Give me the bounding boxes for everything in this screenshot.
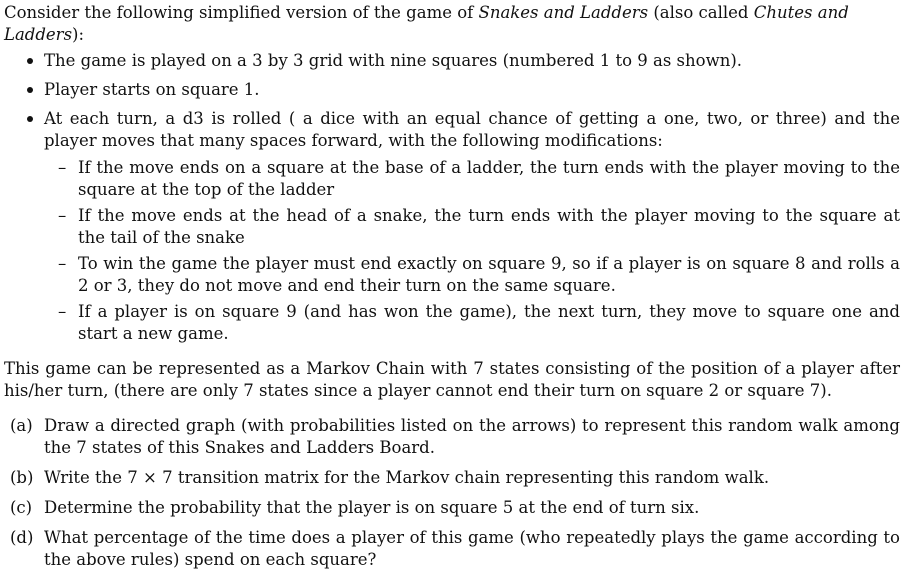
rules-list <box>4 50 900 345</box>
dash-marker: – <box>58 302 67 321</box>
part-b <box>4 467 900 489</box>
dash-marker: – <box>58 254 67 273</box>
intro-prefix: Consider the following simplified version of the game of <box>4 3 479 22</box>
part-text: Write the 7 × 7 transition matrix for the Markov chain representing this random walk. <box>44 468 770 487</box>
dash-marker: – <box>58 158 67 177</box>
part-a <box>4 415 900 459</box>
intro-suffix: ): <box>72 25 85 44</box>
modification-text: If a player is on square 9 (and has won the game), the next turn, they move to square one and start a new game. <box>78 302 900 343</box>
part-label: (a) <box>10 416 33 435</box>
game-name: Snakes and Ladders <box>478 3 649 22</box>
modification-restart <box>44 301 900 345</box>
part-label: (d) <box>10 528 34 547</box>
modification-text: To win the game the player must end exactly on square 9, so if a player is on square 8 and rolls a 2 or 3, they do not move and end their turn on the same square. <box>78 254 900 295</box>
problem-page <box>4 2 900 579</box>
part-c <box>4 497 900 519</box>
rule-text: The game is played on a 3 by 3 grid with nine squares (numbered 1 to 9 as shown). <box>44 51 743 70</box>
modification-snake <box>44 205 900 249</box>
part-text: Draw a directed graph (with probabilities listed on the arrows) to represent this random walk among the 7 states of this Snakes and Ladders Board. <box>44 416 900 457</box>
rule-text: At each turn, a d3 is rolled ( a dice with an equal chance of getting a one, two, or three) and the player moves that many spaces forward, with the following modifications: <box>44 109 900 150</box>
part-label: (b) <box>10 468 34 487</box>
modification-ladder <box>44 157 900 201</box>
part-d <box>4 527 900 571</box>
intro-middle: (also called <box>648 3 754 22</box>
rule-turn <box>4 108 900 345</box>
question-parts <box>4 415 900 571</box>
dash-marker: – <box>58 206 67 225</box>
modification-win <box>44 253 900 297</box>
part-text: What percentage of the time does a player of this game (who repeatedly plays the game according to the above rules) spend on each square? <box>44 528 900 569</box>
rule-text: Player starts on square 1. <box>44 80 260 99</box>
alt-game-name: Chutes and Ladders <box>4 3 849 44</box>
part-label: (c) <box>10 498 33 517</box>
modifications-list <box>44 157 900 345</box>
rule-grid <box>4 50 900 72</box>
part-text: Determine the probability that the player is on square 5 at the end of turn six. <box>44 498 700 517</box>
rule-start <box>4 79 900 101</box>
modification-text: If the move ends on a square at the base of a ladder, the turn ends with the player moving to the square at the top of the ladder <box>78 158 900 199</box>
modification-text: If the move ends at the head of a snake, the turn ends with the player moving to the square at the tail of the snake <box>78 206 900 247</box>
markov-paragraph: This game can be represented as a Markov Chain with 7 states consisting of the position of a player after his/her turn, (there are only 7 states since a player cannot end their turn on square 2 or square 7). <box>4 359 900 400</box>
intro-sentence <box>4 2 900 46</box>
